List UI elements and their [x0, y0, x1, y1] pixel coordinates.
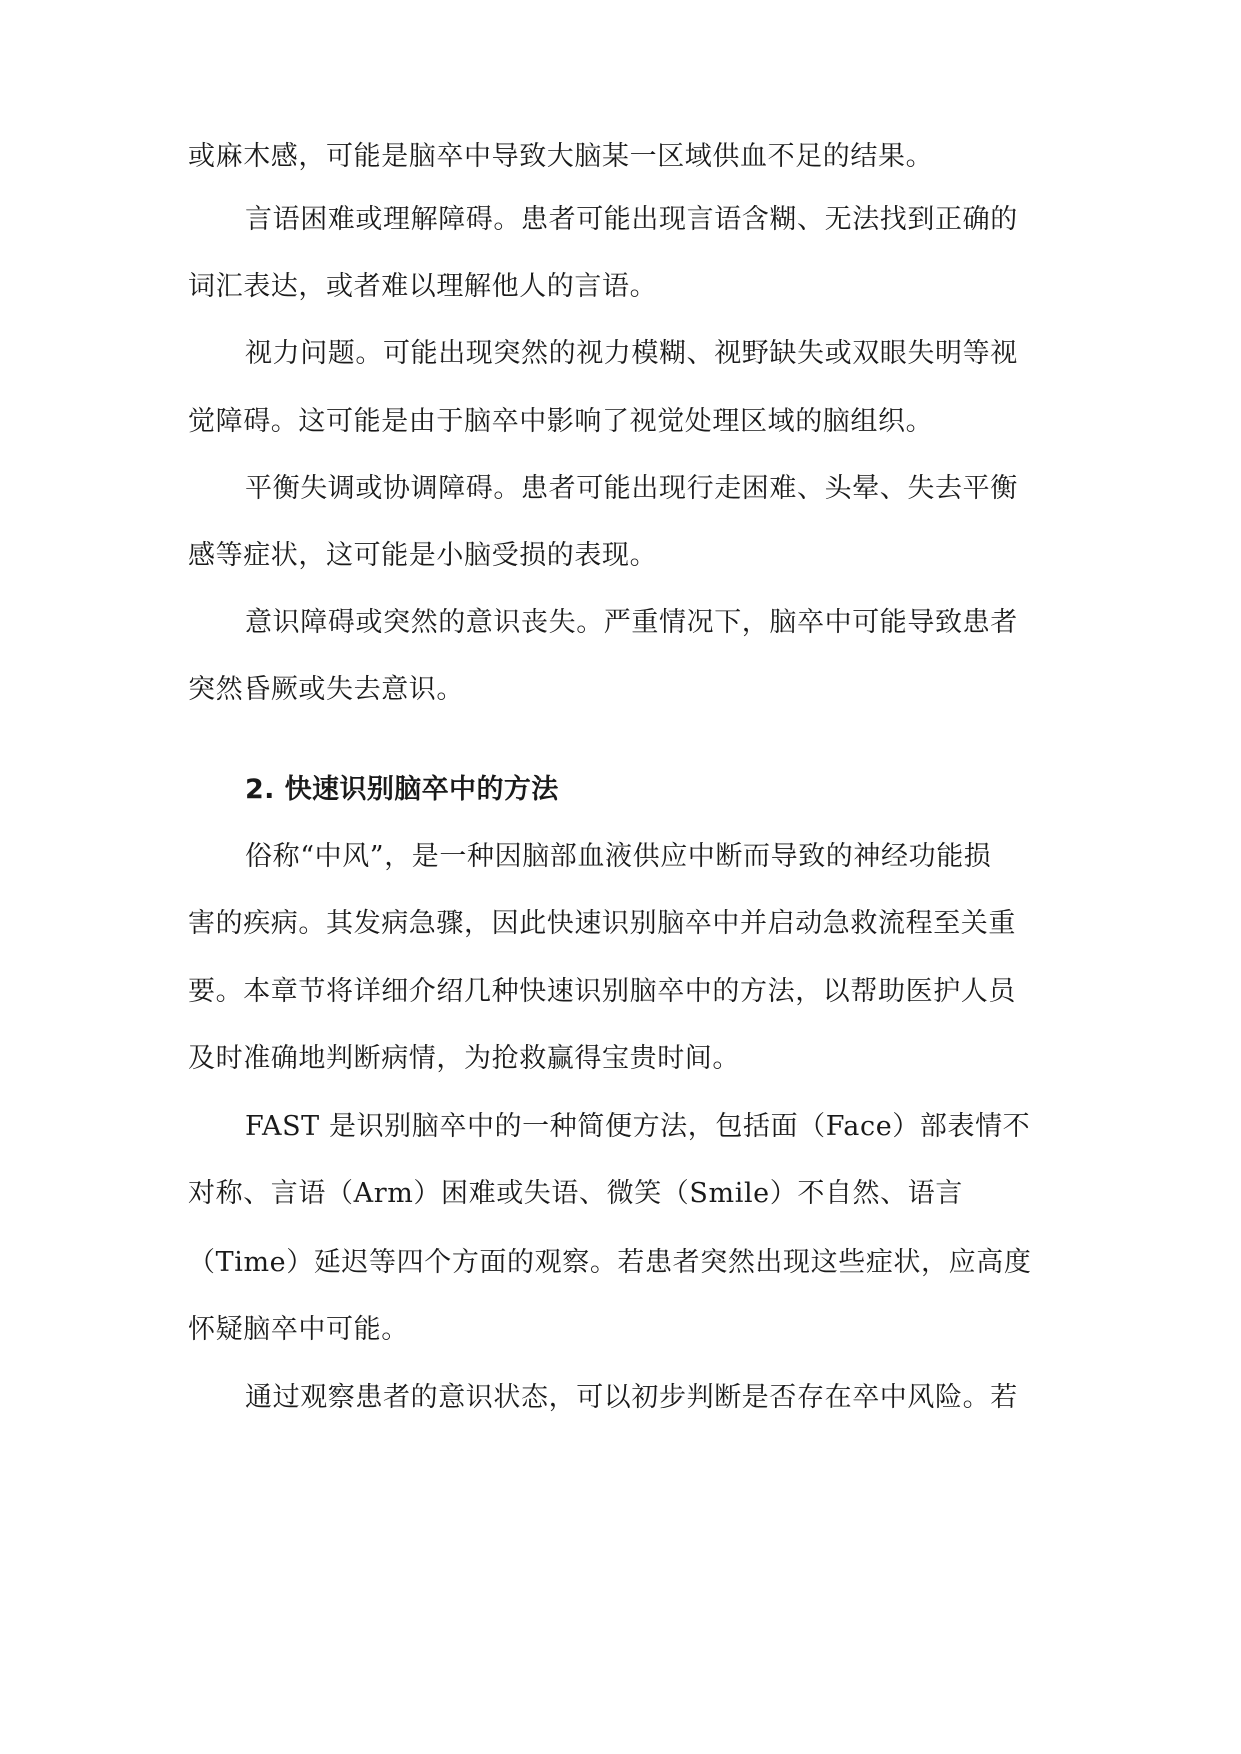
text-line: 害的疾病。其发病急骤，因此快速识别脑卒中并启动急救流程至关重 — [188, 908, 1016, 939]
text-line: 感等症状，这可能是小脑受损的表现。 — [188, 540, 658, 571]
text-line: 平衡失调或协调障碍。患者可能出现行走困难、头晕、失去平衡 — [245, 473, 1018, 504]
text-line: FAST 是识别脑卒中的一种简便方法，包括面（Face）部表情不 — [245, 1111, 1031, 1142]
section-heading: 2. 快速识别脑卒中的方法 — [245, 774, 559, 805]
text-line: 觉障碍。这可能是由于脑卒中影响了视觉处理区域的脑组织。 — [188, 406, 934, 437]
text-line: 视力问题。可能出现突然的视力模糊、视野缺失或双眼失明等视 — [245, 338, 1018, 369]
text-line: （Time）延迟等四个方面的观察。若患者突然出现这些症状，应高度 — [188, 1247, 1032, 1278]
text-line: 俗称“中风”，是一种因脑部血液供应中断而导致的神经功能损 — [245, 841, 992, 872]
text-line: 意识障碍或突然的意识丧失。严重情况下，脑卒中可能导致患者 — [245, 607, 1018, 638]
text-line: 或麻木感，可能是脑卒中导致大脑某一区域供血不足的结果。 — [188, 141, 934, 172]
text-line: 要。本章节将详细介绍几种快速识别脑卒中的方法，以帮助医护人员 — [188, 976, 1016, 1007]
text-line: 言语困难或理解障碍。患者可能出现言语含糊、无法找到正确的 — [245, 204, 1018, 235]
text-line: 通过观察患者的意识状态，可以初步判断是否存在卒中风险。若 — [245, 1382, 1018, 1413]
text-line: 对称、言语（Arm）困难或失语、微笑（Smile）不自然、语言 — [188, 1178, 963, 1209]
text-line: 词汇表达，或者难以理解他人的言语。 — [188, 271, 658, 302]
text-line: 突然昏厥或失去意识。 — [188, 674, 464, 705]
text-line: 及时准确地判断病情，为抢救赢得宝贵时间。 — [188, 1043, 740, 1074]
text-line: 怀疑脑卒中可能。 — [188, 1314, 409, 1345]
